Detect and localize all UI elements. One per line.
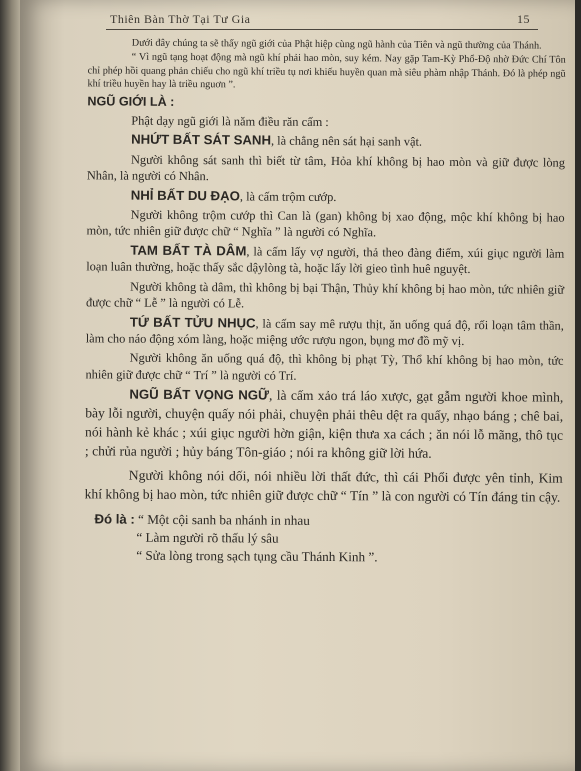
precept-4-body: Người không ăn uống quá độ, thì không bị phạt Tỳ, Thổ khí không bị hao mòn, tức nhiên giữ được chữ “ Trí ” là người có Trí. <box>85 350 564 383</box>
precept-5-body: Người không nói dối, nói nhiều lời thất đức, thì cái Phổi được yên tỉnh, Kim khí không bị hao mòn, tức nhiên giữ được chữ “ Tín ” là con người có Tín đáng tin cậy. <box>84 467 563 505</box>
intro-quote: “ Vì ngũ tạng hoạt động mà ngũ khí phải hao mòn, suy kém. Nay gặp Tam-Kỳ Phổ-Độ nhờ Đức Chí Tôn chỉ phép hồi quang phản chiếu cho ngũ khí triều tụ nơi khiếu huyền quan mà siêu phàm nhập Thánh. Đó là phép ngũ khí triều huyền hay là triều nguơn ”. <box>87 52 566 91</box>
book-spine-edge <box>0 0 20 771</box>
header-title: Thiên Bàn Thờ Tại Tư Gia <box>110 12 251 26</box>
precept-2-body: Người không trộm cướp thì Can là (gan) không bị xao động, mộc khí không bị hao mòn, tức nhiên giữ được chữ “ Nghĩa ” là người có Nghĩa. <box>86 207 565 240</box>
verse-lead: Đó là : <box>94 511 135 527</box>
precept-1-definition <box>87 132 565 152</box>
verse-line-1-text: “ Một cội sanh ba nhánh in nhau <box>138 511 310 528</box>
precept-1-body: Người không sát sanh thì biết từ tâm, Hỏa khí không bị hao mòn và giữ được lòng Nhân, là người có Nhân. <box>86 152 566 184</box>
precept-5-definition <box>85 385 564 464</box>
precept-2-definition <box>87 187 565 207</box>
precept-5-name: NGŨ BẤT VỌNG NGỮ <box>129 386 270 403</box>
precept-4-name: TỨ BẤT TỬU NHỤC <box>129 314 256 331</box>
precept-1-def: , là chẳng nên sát hại sanh vật. <box>270 134 423 150</box>
page-number: 15 <box>517 12 530 26</box>
section-lead: Phật dạy ngũ giới là năm điều răn cấm : <box>131 113 329 130</box>
precept-1-name: NHỨT BẤT SÁT SANH <box>131 132 272 149</box>
intro-paragraph: Dưới đây chúng ta sẽ thấy ngũ giới của Phật hiệp cùng ngũ hành của Tiên và ngũ thường của Thánh. <box>131 37 542 52</box>
precept-4-definition <box>86 314 564 350</box>
book-page <box>20 0 575 771</box>
verse-line-3: “ Sửa lòng trong sạch tụng cầu Thánh Kinh ”. <box>136 547 378 565</box>
verse-line-2: “ Làm người rõ thấu lý sâu <box>136 529 279 546</box>
precept-3-definition <box>86 242 564 278</box>
section-title: NGŨ GIỚI LÀ : <box>87 93 175 109</box>
closing-verse <box>94 510 562 567</box>
running-header <box>110 12 530 27</box>
precept-3-name: TAM BẤT TÀ DÂM <box>130 242 247 259</box>
page-body <box>84 36 566 567</box>
precept-3-def: , là cấm lấy vợ người, thả theo đàng điếm, xúi giục người làm loạn luân thường, hoặc thấy sắc dậylòng tà, hoặc lấy lời gieo tình huê nguyệt. <box>86 244 565 277</box>
precept-2-name: NHỈ BẤT DU ĐẠO <box>130 187 240 204</box>
precept-4-def: , là cấm say mê rượu thịt, ăn uống quá độ, rối loạn tâm thần, làm cho náo động xóm làng, hoặc miệng ước rượu ngon, bụng mơ đồ mỹ vị. <box>85 316 564 348</box>
precept-2-def: , là cấm trộm cướp. <box>239 189 337 204</box>
header-rule <box>106 29 538 30</box>
precept-3-body: Người không tà dâm, thì không bị bại Thận, Thủy khí không bị hao mòn, tức nhiên giữ được chữ “ Lễ ” là người có Lễ. <box>85 279 565 311</box>
precept-5-def: , là cấm xảo trá láo xược, gạt gẫm người khoe mình, bày lỗi người, chuyện quấy nói phải, chuyện phải thêu dệt ra quấy, nhạo báng ; chê bai, nói hành kẻ khác ; xúi giục người hờn giận, kiện thưa xa cách ; ăn nói lỗ mãng, thô tục ; chửi rủa người ; hủy báng Tôn-giáo ; nói ra không giữ lời hứa. <box>84 387 564 461</box>
